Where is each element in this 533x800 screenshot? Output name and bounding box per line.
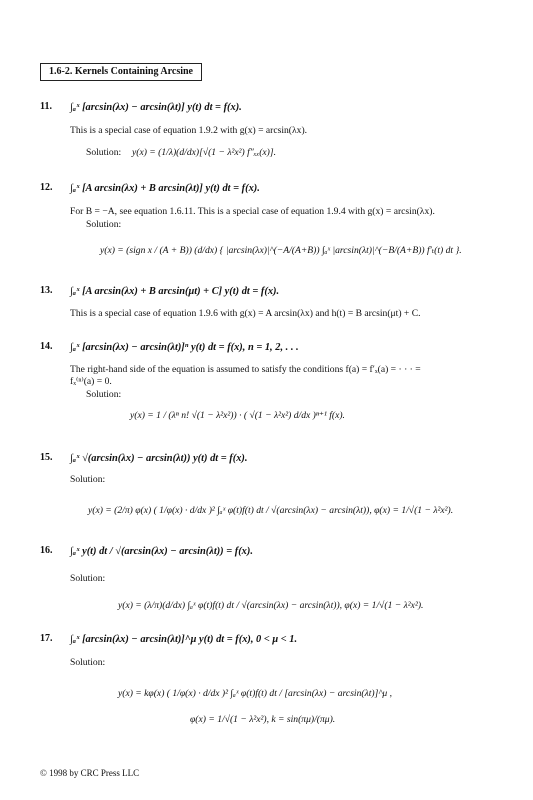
entry-12-equation: ∫ₐˣ [A arcsin(λx) + B arcsin(λt)] y(t) dt = f(x). xyxy=(70,183,260,194)
entry-17-number: 17. xyxy=(40,633,53,644)
entry-14-equation: ∫ₐˣ [arcsin(λx) − arcsin(λt)]ⁿ y(t) dt = f(x), n = 1, 2, . . . xyxy=(70,342,299,353)
entry-13-note: This is a special case of equation 1.9.6 with g(x) = A arcsin(λx) and h(t) = B arcsin(μt) + C. xyxy=(70,308,421,319)
section-title: 1.6-2. Kernels Containing Arcsine xyxy=(40,63,202,81)
entry-15-equation: ∫ₐˣ √(arcsin(λx) − arcsin(λt)) y(t) dt = f(x). xyxy=(70,453,248,464)
entry-11-note: This is a special case of equation 1.9.2 with g(x) = arcsin(λx). xyxy=(70,125,308,136)
entry-16-equation: ∫ₐˣ y(t) dt / √(arcsin(λx) − arcsin(λt)) = f(x). xyxy=(70,546,253,557)
entry-14-solution-label: Solution: xyxy=(86,389,122,400)
entry-16-solution: y(x) = (λ/π)(d/dx) ∫ₐˣ φ(t)f(t) dt / √(arcsin(λx) − arcsin(λt)), φ(x) = 1/√(1 − λ²x²). xyxy=(118,600,424,611)
entry-11-solution: y(x) = (1/λ)(d/dx)[√(1 − λ²x²) f″ₓₓ(x)]. xyxy=(132,147,277,158)
entry-12-number: 12. xyxy=(40,182,53,193)
entry-14-note-line-1: The right-hand side of the equation is assumed to satisfy the conditions f(a) = f′ₓ(a) = · · · = xyxy=(70,364,421,375)
entry-12-solution: y(x) = (sign x / (A + B)) (d/dx) { |arcsin(λx)|^(−A/(A+B)) ∫ₐˣ |arcsin(λt)|^(−B/(A+B)) f′ₜ(t) dt }. xyxy=(100,245,462,256)
entry-17-solution: y(x) = kφ(x) ( 1/φ(x) · d/dx )² ∫ₐˣ φ(t)f(t) dt / [arcsin(λx) − arcsin(λt)]^μ , xyxy=(118,688,392,699)
entry-16-number: 16. xyxy=(40,545,53,556)
entry-17-solution-label: Solution: xyxy=(70,657,106,668)
entry-15-number: 15. xyxy=(40,452,53,463)
entry-12-note: For B = −A, see equation 1.6.11. This is a special case of equation 1.9.4 with g(x) = arcsin(λx). xyxy=(70,206,435,217)
entry-15-solution-label: Solution: xyxy=(70,474,106,485)
entry-11-equation: ∫ₐˣ [arcsin(λx) − arcsin(λt)] y(t) dt = f(x). xyxy=(70,102,242,113)
entry-11-solution-label: Solution: xyxy=(86,147,122,158)
entry-15-solution: y(x) = (2/π) φ(x) ( 1/φ(x) · d/dx )² ∫ₐˣ φ(t)f(t) dt / √(arcsin(λx) − arcsin(λt)), φ(x) = 1/√(1 − λ²x²). xyxy=(88,505,454,516)
entry-14-number: 14. xyxy=(40,341,53,352)
entry-14-solution: y(x) = 1 / (λⁿ n! √(1 − λ²x²)) · ( √(1 − λ²x²) d/dx )ⁿ⁺¹ f(x). xyxy=(130,410,345,421)
entry-17-solution-extra: φ(x) = 1/√(1 − λ²x²), k = sin(πμ)/(πμ). xyxy=(190,714,336,725)
entry-14-note-line-2: fₓ⁽ⁿ⁾(a) = 0. xyxy=(70,376,112,387)
entry-13-number: 13. xyxy=(40,285,53,296)
entry-11-number: 11. xyxy=(40,101,52,112)
entry-13-equation: ∫ₐˣ [A arcsin(λx) + B arcsin(μt) + C] y(t) dt = f(x). xyxy=(70,286,280,297)
entry-17-equation: ∫ₐˣ [arcsin(λx) − arcsin(λt)]^μ y(t) dt = f(x), 0 < μ < 1. xyxy=(70,634,298,645)
footer-copyright: © 1998 by CRC Press LLC xyxy=(40,768,140,778)
entry-12-solution-label: Solution: xyxy=(86,219,122,230)
entry-16-solution-label: Solution: xyxy=(70,573,106,584)
